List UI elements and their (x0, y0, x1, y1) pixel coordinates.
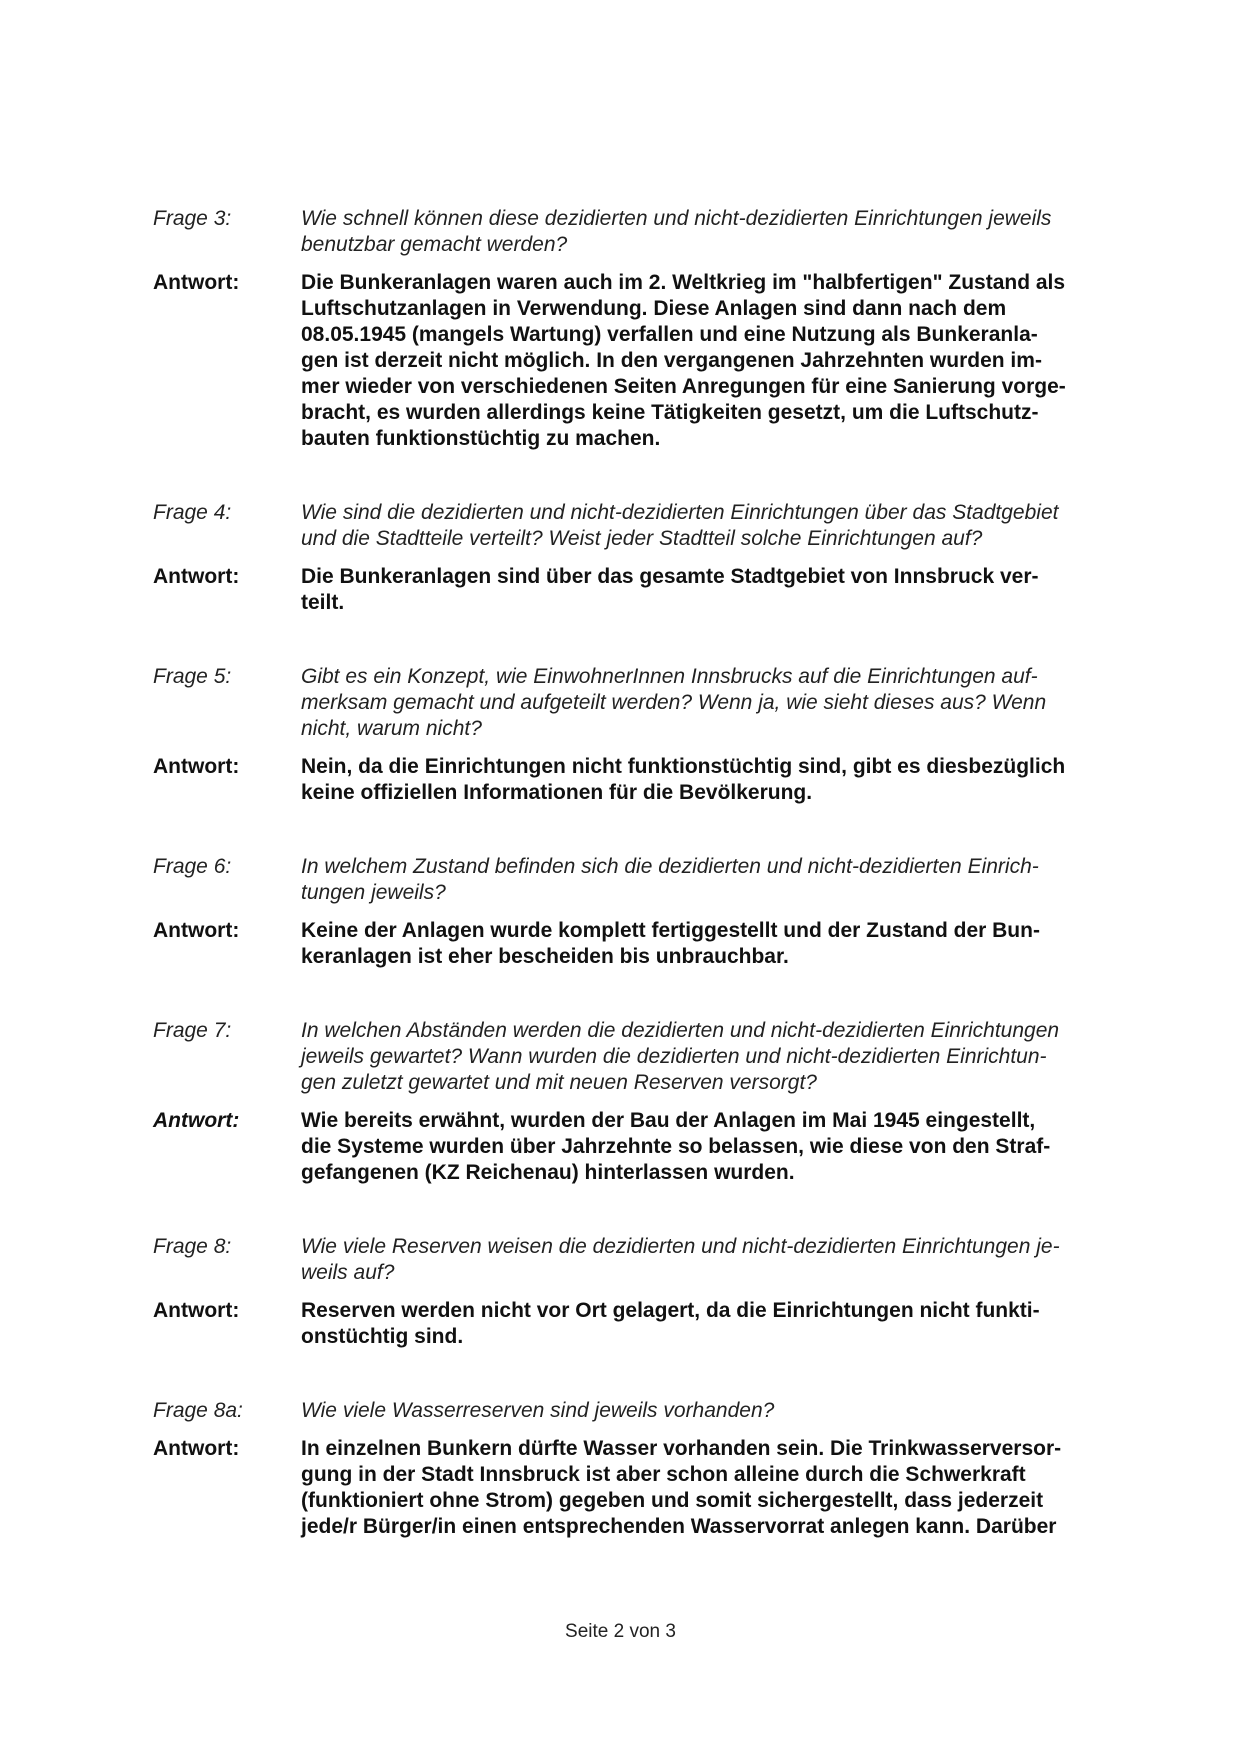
qa-content (153, 206, 1143, 1588)
qa-block-frage-8a (153, 1398, 1143, 1540)
answer-text: Die Bunkeranlagen sind über das gesamte Stadtgebiet von Innsbruck ver- teilt. (301, 565, 1039, 614)
question-label: Frage 8: (153, 1235, 232, 1258)
answer-row (153, 564, 1143, 616)
qa-block-frage-6 (153, 854, 1143, 970)
question-text: Gibt es ein Konzept, wie EinwohnerInnen Innsbrucks auf die Einrichtungen auf- merksam gemacht und aufgeteilt werden? Wenn ja, wie sieht dieses aus? Wenn nicht, warum nicht? (301, 665, 1047, 740)
answer-row (153, 1436, 1143, 1540)
answer-text: Nein, da die Einrichtungen nicht funktionstüchtig sind, gibt es diesbezüglich keine offiziellen Informationen für die Bevölkerung. (301, 755, 1066, 804)
question-label: Frage 7: (153, 1019, 232, 1042)
question-label: Frage 4: (153, 501, 232, 524)
question-label: Frage 5: (153, 665, 232, 688)
answer-text: Reserven werden nicht vor Ort gelagert, da die Einrichtungen nicht funkti- onstüchtig sind. (301, 1299, 1040, 1348)
qa-block-frage-7 (153, 1018, 1143, 1186)
answer-label: Antwort: (153, 919, 240, 942)
answer-row (153, 754, 1143, 806)
answer-text: Wie bereits erwähnt, wurden der Bau der Anlagen im Mai 1945 eingestellt, die Systeme wurden über Jahrzehnte so belassen, wie diese von den Straf- gefangenen (KZ Reichenau) hinterlassen wurden. (301, 1109, 1051, 1184)
qa-block-frage-4 (153, 500, 1143, 616)
answer-text: Keine der Anlagen wurde komplett fertiggestellt und der Zustand der Bun- keranlagen ist eher bescheiden bis unbrauchbar. (301, 919, 1040, 968)
question-text: In welchem Zustand befinden sich die dezidierten und nicht-dezidierten Einrich- tungen jeweils? (301, 855, 1039, 904)
answer-label: Antwort: (153, 755, 240, 778)
answer-row (153, 918, 1143, 970)
question-label: Frage 8a: (153, 1399, 243, 1422)
question-row (153, 1018, 1143, 1096)
question-row (153, 500, 1143, 552)
question-row (153, 854, 1143, 906)
question-text: Wie viele Wasserreserven sind jeweils vorhanden? (301, 1399, 775, 1422)
answer-label: Antwort: (153, 271, 240, 294)
question-row (153, 1234, 1143, 1286)
question-text: Wie sind die dezidierten und nicht-dezidierten Einrichtungen über das Stadtgebiet und die Stadtteile verteilt? Weist jeder Stadtteil solche Einrichtungen auf? (301, 501, 1059, 550)
answer-row (153, 1108, 1143, 1186)
question-text: In welchen Abständen werden die dezidierten und nicht-dezidierten Einrichtungen jeweils gewartet? Wann wurden die dezidierten und nicht-dezidierten Einrichtun- gen zuletzt gewartet und mit neuen Reserven versorgt? (301, 1019, 1060, 1094)
answer-label: Antwort: (153, 1109, 240, 1132)
question-label: Frage 6: (153, 855, 232, 878)
answer-row (153, 270, 1143, 452)
answer-text: Die Bunkeranlagen waren auch im 2. Weltkrieg im "halbfertigen" Zustand als Luftschutzanlagen in Verwendung. Diese Anlagen sind dann nach dem 08.05.1945 (mangels Wartung) verfallen und eine Nutzung als Bunkeranla- gen ist derzeit nicht möglich. In den vergangenen Jahrzehnten wurden im- mer wieder von verschiedenen Seiten Anregungen für eine Sanierung vorge- bracht, es wurden allerdings keine Tätigkeiten gesetzt, um die Luftschutz- bauten funktionstüchtig zu machen. (301, 271, 1066, 450)
qa-block-frage-8 (153, 1234, 1143, 1350)
answer-label: Antwort: (153, 565, 240, 588)
answer-label: Antwort: (153, 1299, 240, 1322)
answer-row (153, 1298, 1143, 1350)
question-label: Frage 3: (153, 207, 232, 230)
question-row (153, 206, 1143, 258)
answer-text: In einzelnen Bunkern dürfte Wasser vorhanden sein. Die Trinkwasserversor- gung in der Stadt Innsbruck ist aber schon alleine durch die Schwerkraft (funktioniert ohne Strom) gegeben und somit sichergestellt, dass jederzeit jede/r Bürger/in einen entsprechenden Wasservorrat anlegen kann. Darüber (301, 1437, 1062, 1538)
question-text: Wie viele Reserven weisen die dezidierten und nicht-dezidierten Einrichtungen je- weils auf? (301, 1235, 1060, 1284)
qa-block-frage-5 (153, 664, 1143, 806)
answer-label: Antwort: (153, 1437, 240, 1460)
question-row (153, 1398, 1143, 1424)
page-footer: Seite 2 von 3 (565, 1621, 676, 1642)
question-text: Wie schnell können diese dezidierten und nicht-dezidierten Einrichtungen jeweils benutzbar gemacht werden? (301, 207, 1052, 256)
qa-block-frage-3 (153, 206, 1143, 452)
question-row (153, 664, 1143, 742)
